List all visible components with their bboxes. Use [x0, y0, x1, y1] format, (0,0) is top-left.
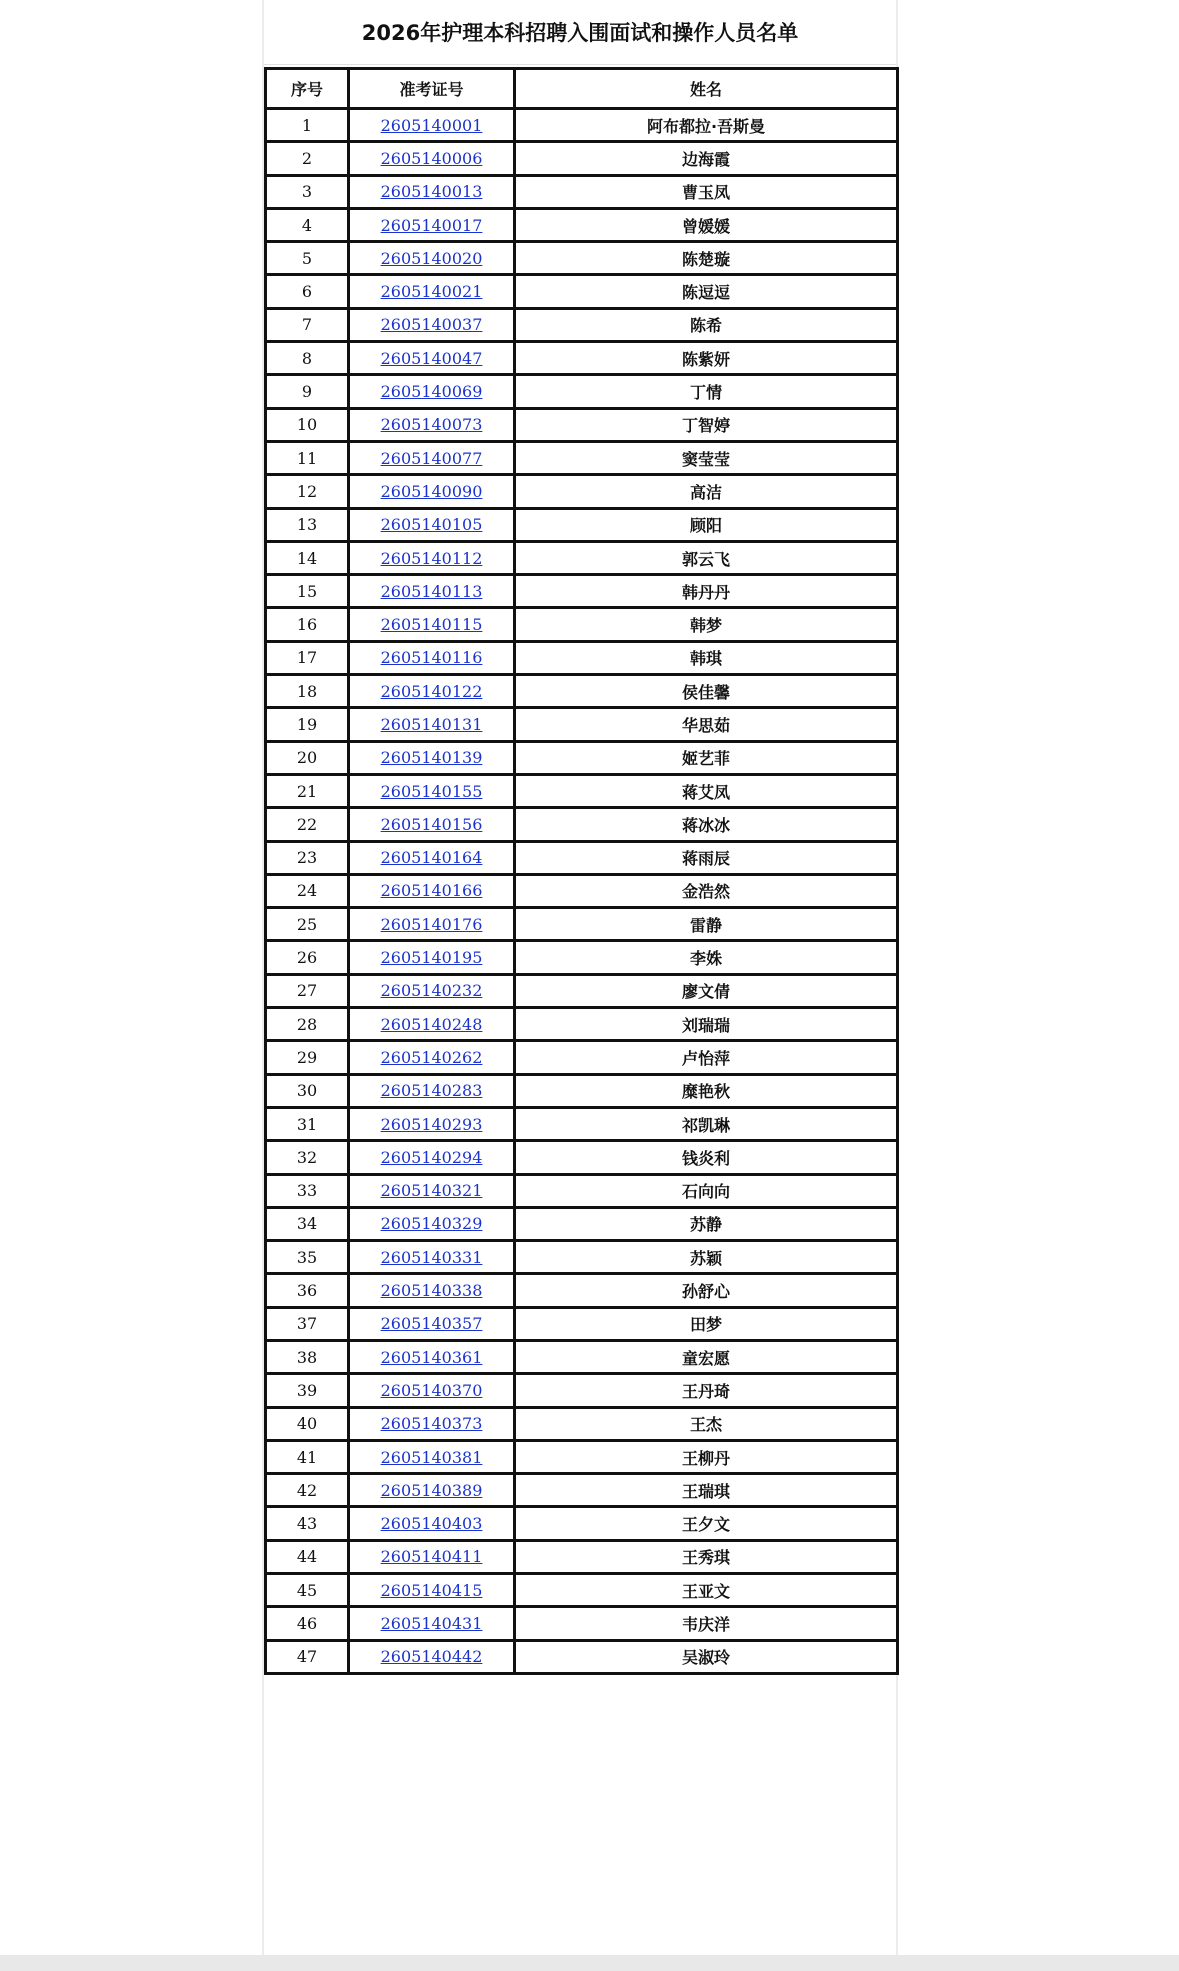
exam-id-link[interactable]: 2605140166 — [380, 881, 483, 901]
exam-id-link[interactable]: 2605140232 — [380, 981, 483, 1001]
row-number: 46 — [266, 1607, 349, 1640]
candidate-table — [264, 67, 899, 1675]
exam-id-link[interactable]: 2605140113 — [380, 581, 483, 601]
exam-id-cell — [349, 242, 515, 275]
row-number: 44 — [266, 1540, 349, 1573]
row-number: 32 — [266, 1141, 349, 1174]
exam-id-cell — [349, 1440, 515, 1473]
exam-id-cell — [349, 608, 515, 641]
row-number: 9 — [266, 375, 349, 408]
table-row — [266, 1274, 898, 1307]
exam-id-link[interactable]: 2605140329 — [380, 1214, 483, 1234]
exam-id-link[interactable]: 2605140090 — [380, 481, 483, 501]
exam-id-cell — [349, 808, 515, 841]
candidate-name: 韩琪 — [515, 641, 898, 674]
row-number: 5 — [266, 242, 349, 275]
table-row — [266, 1141, 898, 1174]
row-number: 41 — [266, 1440, 349, 1473]
row-number: 1 — [266, 109, 349, 142]
row-number: 30 — [266, 1074, 349, 1107]
row-number: 10 — [266, 408, 349, 441]
row-number: 8 — [266, 342, 349, 375]
row-number: 12 — [266, 475, 349, 508]
row-number: 33 — [266, 1174, 349, 1207]
exam-id-link[interactable]: 2605140115 — [380, 615, 483, 635]
table-row — [266, 408, 898, 441]
candidate-name: 韩丹丹 — [515, 575, 898, 608]
candidate-name: 姬艺菲 — [515, 741, 898, 774]
row-number: 25 — [266, 908, 349, 941]
table-row — [266, 741, 898, 774]
exam-id-cell — [349, 1307, 515, 1340]
column-header-number: 序号 — [266, 69, 349, 109]
table-row — [266, 1207, 898, 1240]
candidate-name: 蒋艾凤 — [515, 774, 898, 807]
exam-id-cell — [349, 375, 515, 408]
exam-id-link[interactable]: 2605140176 — [380, 914, 483, 934]
table-row — [266, 1507, 898, 1540]
exam-id-link[interactable]: 2605140077 — [380, 448, 483, 468]
candidate-name: 田梦 — [515, 1307, 898, 1340]
candidate-name: 陈逗逗 — [515, 275, 898, 308]
candidate-name: 王亚文 — [515, 1574, 898, 1607]
table-row — [266, 508, 898, 541]
exam-id-cell — [349, 342, 515, 375]
table-row — [266, 941, 898, 974]
table-row — [266, 974, 898, 1007]
candidate-name: 王丹琦 — [515, 1374, 898, 1407]
exam-id-link[interactable]: 2605140156 — [380, 814, 483, 834]
exam-id-link[interactable]: 2605140195 — [380, 948, 483, 968]
exam-id-link[interactable]: 2605140131 — [380, 714, 483, 734]
candidate-name: 王杰 — [515, 1407, 898, 1440]
row-number: 45 — [266, 1574, 349, 1607]
table-row — [266, 608, 898, 641]
row-number: 23 — [266, 841, 349, 874]
exam-id-link[interactable]: 2605140294 — [380, 1147, 483, 1167]
candidate-name: 钱炎利 — [515, 1141, 898, 1174]
candidate-name: 陈希 — [515, 308, 898, 341]
exam-id-link[interactable]: 2605140139 — [380, 748, 483, 768]
row-number: 11 — [266, 441, 349, 474]
exam-id-link[interactable]: 2605140321 — [380, 1181, 483, 1201]
exam-id-cell — [349, 575, 515, 608]
row-number: 42 — [266, 1474, 349, 1507]
table-row — [266, 908, 898, 941]
table-row — [266, 208, 898, 241]
exam-id-cell — [349, 974, 515, 1007]
exam-id-cell — [349, 741, 515, 774]
candidate-name: 韦庆洋 — [515, 1607, 898, 1640]
candidate-name: 丁情 — [515, 375, 898, 408]
exam-id-link[interactable]: 2605140338 — [380, 1281, 483, 1301]
exam-id-cell — [349, 1407, 515, 1440]
candidate-name: 祁凯琳 — [515, 1107, 898, 1140]
exam-id-cell — [349, 841, 515, 874]
exam-id-cell — [349, 874, 515, 907]
table-row — [266, 808, 898, 841]
row-number: 39 — [266, 1374, 349, 1407]
row-number: 14 — [266, 541, 349, 574]
candidate-name: 石向向 — [515, 1174, 898, 1207]
document-title: 2026年护理本科招聘入围面试和操作人员名单 — [264, 0, 896, 65]
table-body — [266, 109, 898, 1674]
exam-id-link[interactable]: 2605140331 — [380, 1247, 483, 1267]
exam-id-link[interactable]: 2605140283 — [380, 1081, 483, 1101]
exam-id-cell — [349, 1074, 515, 1107]
exam-id-cell — [349, 908, 515, 941]
candidate-name: 王柳丹 — [515, 1440, 898, 1473]
candidate-name: 丁智婷 — [515, 408, 898, 441]
exam-id-link[interactable]: 2605140248 — [380, 1014, 483, 1034]
candidate-name: 苏静 — [515, 1207, 898, 1240]
row-number: 35 — [266, 1241, 349, 1274]
table-row — [266, 1407, 898, 1440]
exam-id-link[interactable]: 2605140021 — [380, 282, 483, 302]
candidate-name: 阿布都拉·吾斯曼 — [515, 109, 898, 142]
row-number: 19 — [266, 708, 349, 741]
row-number: 17 — [266, 641, 349, 674]
row-number: 15 — [266, 575, 349, 608]
exam-id-link[interactable]: 2605140415 — [380, 1580, 483, 1600]
exam-id-link[interactable]: 2605140001 — [380, 115, 483, 135]
table-row — [266, 1241, 898, 1274]
exam-id-cell — [349, 475, 515, 508]
table-row — [266, 575, 898, 608]
exam-id-cell — [349, 1041, 515, 1074]
exam-id-cell — [349, 1340, 515, 1373]
row-number: 4 — [266, 208, 349, 241]
table-row — [266, 675, 898, 708]
column-header-exam-id: 准考证号 — [349, 69, 515, 109]
exam-id-cell — [349, 275, 515, 308]
table-row — [266, 1174, 898, 1207]
candidate-name: 王瑞琪 — [515, 1474, 898, 1507]
row-number: 47 — [266, 1640, 349, 1673]
candidate-name: 陈楚璇 — [515, 242, 898, 275]
row-number: 28 — [266, 1008, 349, 1041]
table-row — [266, 874, 898, 907]
exam-id-cell — [349, 441, 515, 474]
exam-id-link[interactable]: 2605140047 — [380, 348, 483, 368]
table-row — [266, 541, 898, 574]
row-number: 20 — [266, 741, 349, 774]
table-row — [266, 175, 898, 208]
exam-id-cell — [349, 142, 515, 175]
row-number: 16 — [266, 608, 349, 641]
exam-id-link[interactable]: 2605140262 — [380, 1047, 483, 1067]
table-header-row — [266, 69, 898, 109]
exam-id-link[interactable]: 2605140017 — [380, 215, 483, 235]
exam-id-cell — [349, 208, 515, 241]
exam-id-cell — [349, 1107, 515, 1140]
exam-id-link[interactable]: 2605140442 — [380, 1647, 483, 1667]
candidate-name: 华思茹 — [515, 708, 898, 741]
candidate-name: 王秀琪 — [515, 1540, 898, 1573]
row-number: 43 — [266, 1507, 349, 1540]
exam-id-link[interactable]: 2605140020 — [380, 248, 483, 268]
exam-id-cell — [349, 1607, 515, 1640]
exam-id-link[interactable]: 2605140122 — [380, 681, 483, 701]
candidate-name: 卢怡萍 — [515, 1041, 898, 1074]
exam-id-cell — [349, 308, 515, 341]
exam-id-cell — [349, 508, 515, 541]
exam-id-link[interactable]: 2605140370 — [380, 1380, 483, 1400]
candidate-name: 曾媛媛 — [515, 208, 898, 241]
candidate-name: 曹玉凤 — [515, 175, 898, 208]
exam-id-link[interactable]: 2605140112 — [380, 548, 483, 568]
exam-id-cell — [349, 1274, 515, 1307]
table-row — [266, 1340, 898, 1373]
exam-id-cell — [349, 1474, 515, 1507]
exam-id-cell — [349, 109, 515, 142]
candidate-name: 高洁 — [515, 475, 898, 508]
exam-id-link[interactable]: 2605140013 — [380, 182, 483, 202]
row-number: 34 — [266, 1207, 349, 1240]
candidate-name: 廖文倩 — [515, 974, 898, 1007]
exam-id-link[interactable]: 2605140403 — [380, 1514, 483, 1534]
candidate-name: 王夕文 — [515, 1507, 898, 1540]
exam-id-cell — [349, 774, 515, 807]
row-number: 37 — [266, 1307, 349, 1340]
table-row — [266, 1307, 898, 1340]
bottom-scroll-strip — [0, 1955, 1179, 1971]
row-number: 24 — [266, 874, 349, 907]
candidate-name: 童宏愿 — [515, 1340, 898, 1373]
table-row — [266, 1474, 898, 1507]
exam-id-link[interactable]: 2605140037 — [380, 315, 483, 335]
row-number: 31 — [266, 1107, 349, 1140]
table-row — [266, 1440, 898, 1473]
row-number: 22 — [266, 808, 349, 841]
table-row — [266, 1008, 898, 1041]
exam-id-cell — [349, 708, 515, 741]
exam-id-link[interactable]: 2605140006 — [380, 148, 483, 168]
exam-id-link[interactable]: 2605140411 — [380, 1547, 483, 1567]
table-row — [266, 1107, 898, 1140]
exam-id-cell — [349, 1374, 515, 1407]
candidate-name: 李姝 — [515, 941, 898, 974]
candidate-name: 孙舒心 — [515, 1274, 898, 1307]
table-row — [266, 475, 898, 508]
candidate-name: 侯佳馨 — [515, 675, 898, 708]
candidate-name: 金浩然 — [515, 874, 898, 907]
exam-id-cell — [349, 1008, 515, 1041]
exam-id-link[interactable]: 2605140069 — [380, 382, 483, 402]
row-number: 13 — [266, 508, 349, 541]
row-number: 6 — [266, 275, 349, 308]
candidate-name: 边海霞 — [515, 142, 898, 175]
exam-id-link[interactable]: 2605140357 — [380, 1314, 483, 1334]
candidate-name: 刘瑞瑞 — [515, 1008, 898, 1041]
row-number: 38 — [266, 1340, 349, 1373]
exam-id-cell — [349, 1540, 515, 1573]
table-row — [266, 1574, 898, 1607]
candidate-name: 陈紫妍 — [515, 342, 898, 375]
exam-id-cell — [349, 1241, 515, 1274]
candidate-name: 蒋雨辰 — [515, 841, 898, 874]
exam-id-link[interactable]: 2605140361 — [380, 1347, 483, 1367]
exam-id-link[interactable]: 2605140381 — [380, 1447, 483, 1467]
table-row — [266, 242, 898, 275]
exam-id-link[interactable]: 2605140164 — [380, 848, 483, 868]
table-row — [266, 1041, 898, 1074]
candidate-name: 雷静 — [515, 908, 898, 941]
exam-id-link[interactable]: 2605140389 — [380, 1480, 483, 1500]
table-row — [266, 308, 898, 341]
candidate-name: 郭云飞 — [515, 541, 898, 574]
table-row — [266, 1607, 898, 1640]
candidate-name: 苏颖 — [515, 1241, 898, 1274]
exam-id-cell — [349, 1574, 515, 1607]
row-number: 36 — [266, 1274, 349, 1307]
exam-id-link[interactable]: 2605140293 — [380, 1114, 483, 1134]
table-row — [266, 841, 898, 874]
table-row — [266, 142, 898, 175]
exam-id-cell — [349, 1141, 515, 1174]
row-number: 21 — [266, 774, 349, 807]
candidate-name: 顾阳 — [515, 508, 898, 541]
table-row — [266, 342, 898, 375]
exam-id-cell — [349, 1507, 515, 1540]
table-row — [266, 708, 898, 741]
exam-id-cell — [349, 541, 515, 574]
exam-id-link[interactable]: 2605140116 — [380, 648, 483, 668]
exam-id-link[interactable]: 2605140105 — [380, 515, 483, 535]
row-number: 7 — [266, 308, 349, 341]
table-row — [266, 1374, 898, 1407]
exam-id-cell — [349, 675, 515, 708]
table-row — [266, 641, 898, 674]
exam-id-cell — [349, 641, 515, 674]
table-row — [266, 275, 898, 308]
row-number: 27 — [266, 974, 349, 1007]
exam-id-cell — [349, 941, 515, 974]
exam-id-link[interactable]: 2605140155 — [380, 781, 483, 801]
table-row — [266, 109, 898, 142]
row-number: 2 — [266, 142, 349, 175]
row-number: 29 — [266, 1041, 349, 1074]
exam-id-link[interactable]: 2605140373 — [380, 1414, 483, 1434]
row-number: 18 — [266, 675, 349, 708]
row-number: 40 — [266, 1407, 349, 1440]
table-row — [266, 1640, 898, 1673]
exam-id-cell — [349, 1174, 515, 1207]
candidate-name: 韩梦 — [515, 608, 898, 641]
exam-id-link[interactable]: 2605140073 — [380, 415, 483, 435]
table-row — [266, 1540, 898, 1573]
exam-id-cell — [349, 408, 515, 441]
exam-id-link[interactable]: 2605140431 — [380, 1614, 483, 1633]
table-row — [266, 774, 898, 807]
candidate-name: 蒋冰冰 — [515, 808, 898, 841]
exam-id-cell — [349, 1207, 515, 1240]
table-row — [266, 1074, 898, 1107]
candidate-name: 窦莹莹 — [515, 441, 898, 474]
candidate-name: 糜艳秋 — [515, 1074, 898, 1107]
row-number: 3 — [266, 175, 349, 208]
table-row — [266, 441, 898, 474]
table-row — [266, 375, 898, 408]
exam-id-cell — [349, 175, 515, 208]
candidate-name: 吴淑玲 — [515, 1640, 898, 1673]
row-number: 26 — [266, 941, 349, 974]
exam-id-cell — [349, 1640, 515, 1673]
column-header-name: 姓名 — [515, 69, 898, 109]
